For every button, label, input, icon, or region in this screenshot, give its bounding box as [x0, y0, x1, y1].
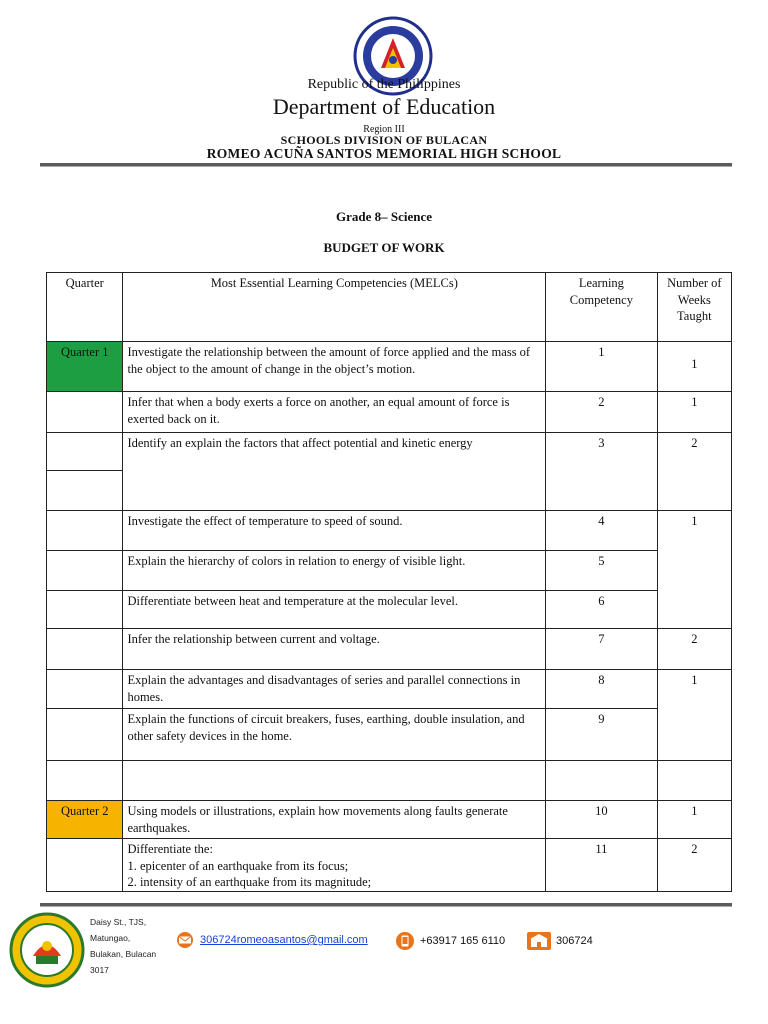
melc-cell [123, 839, 546, 892]
melc-intro: Differentiate the: [127, 842, 213, 856]
melc-cell: Investigate the effect of temperature to speed of sound. [123, 511, 546, 551]
school-building-icon [527, 932, 551, 950]
quarter-cell [47, 761, 123, 801]
competency-cell: 2 [546, 392, 658, 433]
weeks-cell: 1 [657, 511, 731, 629]
melc-cell: Infer that when a body exerts a force on another, an equal amount of force is exerted back on it. [123, 392, 546, 433]
address-line: Daisy St., TJS, [90, 917, 147, 927]
republic-heading: Republic of the Philippines [307, 77, 461, 92]
quarter-cell [47, 551, 123, 591]
grade-subject-title: Grade 8– Science [335, 209, 433, 224]
competency-cell: 11 [546, 839, 658, 892]
footer-divider [40, 903, 732, 907]
table-row [47, 433, 732, 471]
table-row [47, 801, 732, 839]
school-seal-logo [9, 912, 85, 988]
table-row [47, 709, 732, 761]
melc-cell: Explain the advantages and disadvantages of series and parallel connections in homes. [123, 670, 546, 709]
table-row [47, 761, 732, 801]
table-row [47, 839, 732, 892]
quarter-cell [47, 629, 123, 670]
quarter-2-label: Quarter 2 [47, 801, 123, 839]
competency-cell: 3 [546, 433, 658, 511]
quarter-cell [47, 433, 123, 471]
melc-cell: Infer the relationship between current and voltage. [123, 629, 546, 670]
department-heading: Department of Education [272, 94, 496, 119]
weeks-cell: 1 [657, 392, 731, 433]
quarter-cell [47, 392, 123, 433]
competency-cell: 7 [546, 629, 658, 670]
table-row [47, 629, 732, 670]
weeks-cell: 2 [657, 433, 731, 511]
quarter-header: Quarter [47, 273, 123, 342]
melcs-header: Most Essential Learning Competencies (MELCs) [123, 273, 546, 342]
address-line: 3017 [90, 965, 109, 975]
email-contact [175, 932, 368, 948]
competency-cell: 9 [546, 709, 658, 761]
competency-cell: 1 [546, 342, 658, 392]
weeks-cell: 1 [657, 342, 731, 392]
competency-cell: 6 [546, 591, 658, 629]
competency-header: Learning Competency [546, 273, 658, 342]
table-row [47, 670, 732, 709]
weeks-cell: 2 [657, 839, 731, 892]
melc-cell: Using models or illustrations, explain how movements along faults generate earthquakes. [123, 801, 546, 839]
mobile-phone-icon [395, 932, 415, 950]
quarter-cell [47, 709, 123, 761]
melc-cell: Identify an explain the factors that affect potential and kinetic energy [123, 433, 546, 511]
melc-list-item: 2. intensity of an earthquake from its magnitude; [127, 875, 372, 889]
quarter-cell [47, 591, 123, 629]
weeks-cell: 1 [657, 670, 731, 761]
quarter-cell [47, 670, 123, 709]
quarter-cell [47, 471, 123, 511]
header-divider [40, 163, 732, 167]
melc-cell: Explain the hierarchy of colors in relation to energy of visible light. [123, 551, 546, 591]
competency-cell: 5 [546, 551, 658, 591]
melc-cell: Differentiate between heat and temperature at the molecular level. [123, 591, 546, 629]
table-header-row [47, 273, 732, 342]
table-row [47, 591, 732, 629]
competency-cell: 4 [546, 511, 658, 551]
region-heading: Region III [363, 124, 405, 135]
table-row [47, 342, 732, 392]
address-line: Matungao, [90, 933, 131, 943]
melc-cell: Explain the functions of circuit breakers, fuses, earthing, double insulation, and other safety devices in the home. [123, 709, 546, 761]
school-id: 306724 [556, 935, 593, 947]
competency-cell: 8 [546, 670, 658, 709]
melc-list-item: 1. epicenter of an earthquake from its focus; [127, 858, 349, 873]
address-line: Bulakan, Bulacan [90, 949, 157, 959]
envelope-icon [175, 932, 195, 948]
weeks-cell [657, 761, 731, 801]
phone-contact [395, 932, 505, 950]
weeks-cell: 1 [657, 801, 731, 839]
quarter-cell [47, 511, 123, 551]
weeks-header: Number of Weeks Taught [657, 273, 731, 342]
competency-cell: 10 [546, 801, 658, 839]
school-heading: ROMEO ACUÑA SANTOS MEMORIAL HIGH SCHOOL [206, 146, 562, 161]
weeks-cell: 2 [657, 629, 731, 670]
table-row [47, 392, 732, 433]
table-row [47, 511, 732, 551]
division-heading: SCHOOLS DIVISION OF BULACAN [280, 133, 488, 147]
quarter-1-label: Quarter 1 [47, 342, 123, 392]
school-id-contact [527, 932, 593, 950]
table-row [47, 551, 732, 591]
competency-cell [546, 761, 658, 801]
quarter-cell [47, 839, 123, 892]
melc-cell: Investigate the relationship between the amount of force applied and the mass of the object to the amount of change in the object’s motion. [123, 342, 546, 392]
budget-of-work-table [46, 272, 732, 892]
email-link[interactable]: 306724romeoasantos@gmail.com [200, 934, 368, 946]
budget-of-work-title: BUDGET OF WORK [323, 240, 445, 255]
melc-cell [123, 761, 546, 801]
school-address [90, 914, 156, 978]
phone-number: +63917 165 6110 [420, 935, 506, 947]
